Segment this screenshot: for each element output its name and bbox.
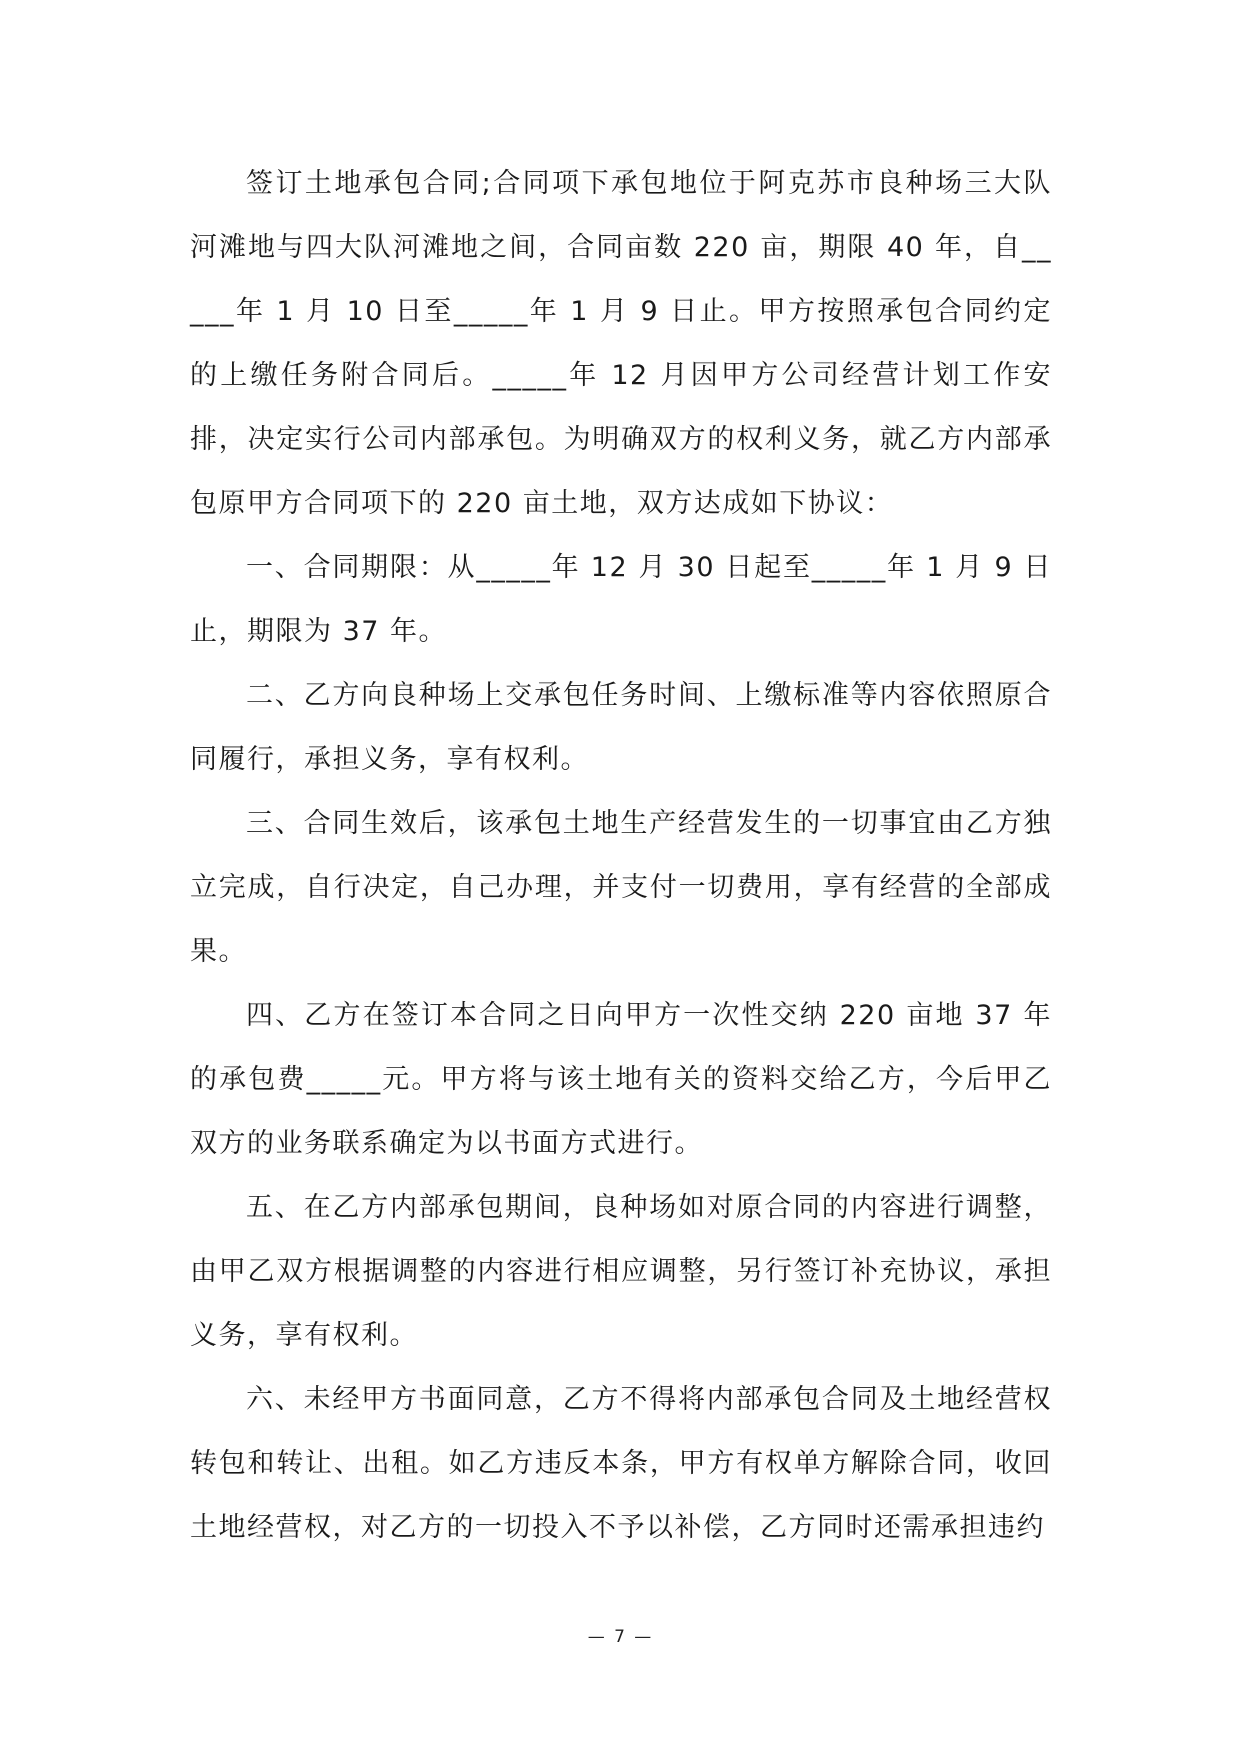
paragraph-intro: 签订土地承包合同;合同项下承包地位于阿克苏市良种场三大队河滩地与四大队河滩地之间，合同亩数 220 亩，期限 40 年，自_____年 1 月 10 日至_____年 1 月 9 日止。甲方按照承包合同约定的上缴任务附合同后。_____年 12 月因甲方公司经营计划工作安排，决定实行公司内部承包。为明确双方的权利义务，就乙方内部承包原甲方合同项下的 220 亩土地，双方达成如下协议： [190, 168, 1052, 519]
paragraph-clause-6: 六、未经甲方书面同意，乙方不得将内部承包合同及土地经营权转包和转让、出租。如乙方违反本条，甲方有权单方解除合同，收回土地经营权，对乙方的一切投入不予以补偿，乙方同时还需承担违约 [190, 1384, 1052, 1543]
paragraph-clause-1: 一、合同期限：从_____年 12 月 30 日起至_____年 1 月 9 日止，期限为 37 年。 [190, 552, 1052, 647]
page-number: — 7 — [587, 1627, 654, 1647]
document-body [190, 152, 1052, 1560]
paragraph-clause-3: 三、合同生效后，该承包土地生产经营发生的一切事宜由乙方独立完成，自行决定，自己办理，并支付一切费用，享有经营的全部成果。 [190, 808, 1052, 967]
paragraph-clause-5: 五、在乙方内部承包期间，良种场如对原合同的内容进行调整，由甲乙双方根据调整的内容进行相应调整，另行签订补充协议，承担义务，享有权利。 [190, 1192, 1052, 1351]
paragraph-clause-2: 二、乙方向良种场上交承包任务时间、上缴标准等内容依照原合同履行，承担义务，享有权利。 [190, 680, 1052, 775]
paragraph-clause-4: 四、乙方在签订本合同之日向甲方一次性交纳 220 亩地 37 年的承包费_____元。甲方将与该土地有关的资料交给乙方，今后甲乙双方的业务联系确定为以书面方式进行。 [190, 1000, 1052, 1159]
